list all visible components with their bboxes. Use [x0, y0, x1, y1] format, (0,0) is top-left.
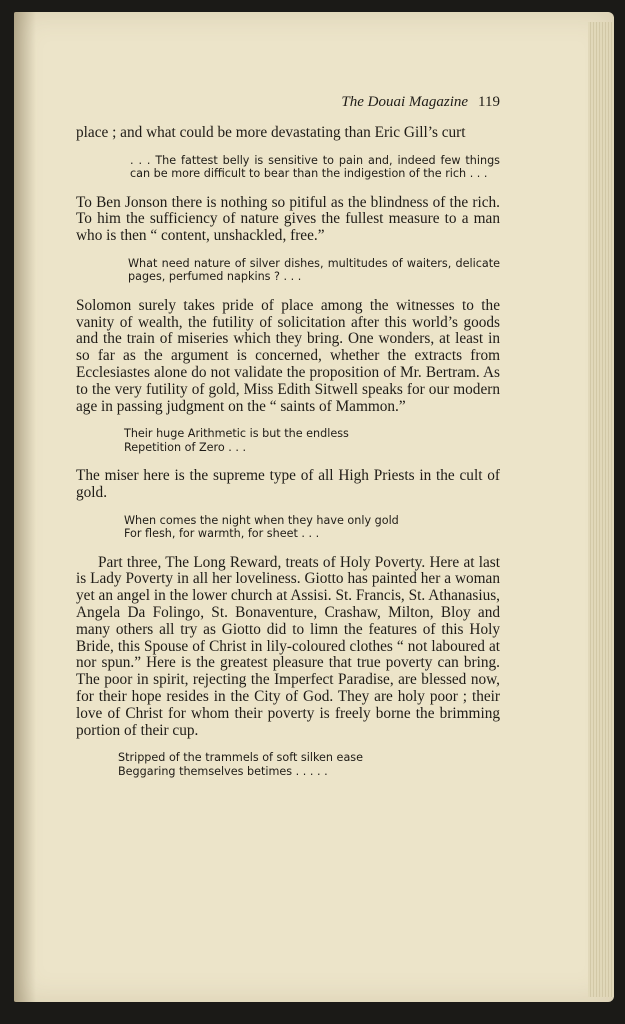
paragraph-gill-intro: place ; and what could be more devastating than Eric Gill’s curt — [76, 124, 466, 141]
running-head — [76, 94, 500, 111]
page-paper — [14, 12, 614, 1002]
quote-sitwell — [76, 427, 500, 454]
paragraph-holy-poverty: Part three, The Long Reward, treats of Holy Poverty. Here at last is Lady Poverty in all her loveliness. Giotto has painted her a woman yet an angel in the lower church at Assisi. St. Francis, St. Athanasius, Angela Da Folingo, St. Bonaventure, Crashaw, Milton, Bloy and many others all try as Giotto did to limn the features of this Holy Bride, this Spouse of Christ in lily-coloured clothes “ not laboured at nor spun.” Here is the greatest pleasure that true poverty can bring. The poor in spirit, rejecting the Imperfect Paradise, are blessed now, for their hope resides in the City of God. They are holy poor ; their love of Christ for whom their poverty is freely borne the brimming portion of their cup. — [76, 553, 500, 739]
quote-sitwell-line-1: Their huge Arithmetic is but the endless — [124, 427, 349, 441]
quote-poverty-line-1: Stripped of the trammels of soft silken ease — [118, 751, 364, 765]
paragraph-jonson: To Ben Jonson there is nothing so pitiful as the blindness of the rich. To him the sufficiency of nature gives the fullest measure to a man who is then “ content, unshackled, free.” — [76, 193, 500, 245]
page-number: 119 — [478, 94, 500, 110]
quote-miser-line-2: For flesh, for warmth, for sheet . . . — [124, 527, 320, 541]
quote-poverty — [76, 751, 500, 778]
page-edges — [588, 22, 614, 997]
quote-gill: . . . The fattest belly is sensitive to pain and, indeed few things can be more difficult to bear than the indigestion of the rich . . . — [130, 153, 500, 181]
quote-miser-line-1: When comes the night when they have only gold — [124, 513, 399, 527]
quote-poverty-line-2: Beggaring themselves betimes . . . . . — [118, 764, 328, 778]
gutter-shadow — [14, 12, 36, 1002]
paragraph-solomon: Solomon surely takes pride of place among the witnesses to the vanity of wealth, the futility of solicitation after this world’s goods and the train of miseries which they bring. One wonders, at least in so far as the argument is concerned, whether the extracts from Ecclesiastes alone do not validate the proposition of Mr. Bertram. As to the very futility of gold, Miss Edith Sitwell speaks for our modern age in passing judgment on the “ saints of Mammon.” — [76, 296, 500, 415]
quote-miser — [76, 514, 500, 541]
quote-jonson: What need nature of silver dishes, multitudes of waiters, delicate pages, perfumed napkins ? . . . — [128, 257, 500, 284]
text-block — [76, 94, 500, 792]
quote-sitwell-line-2: Repetition of Zero . . . — [124, 440, 247, 454]
running-head-title: The Douai Magazine — [341, 94, 469, 110]
paragraph-miser: The miser here is the supreme type of all High Priests in the cult of gold. — [76, 467, 500, 501]
